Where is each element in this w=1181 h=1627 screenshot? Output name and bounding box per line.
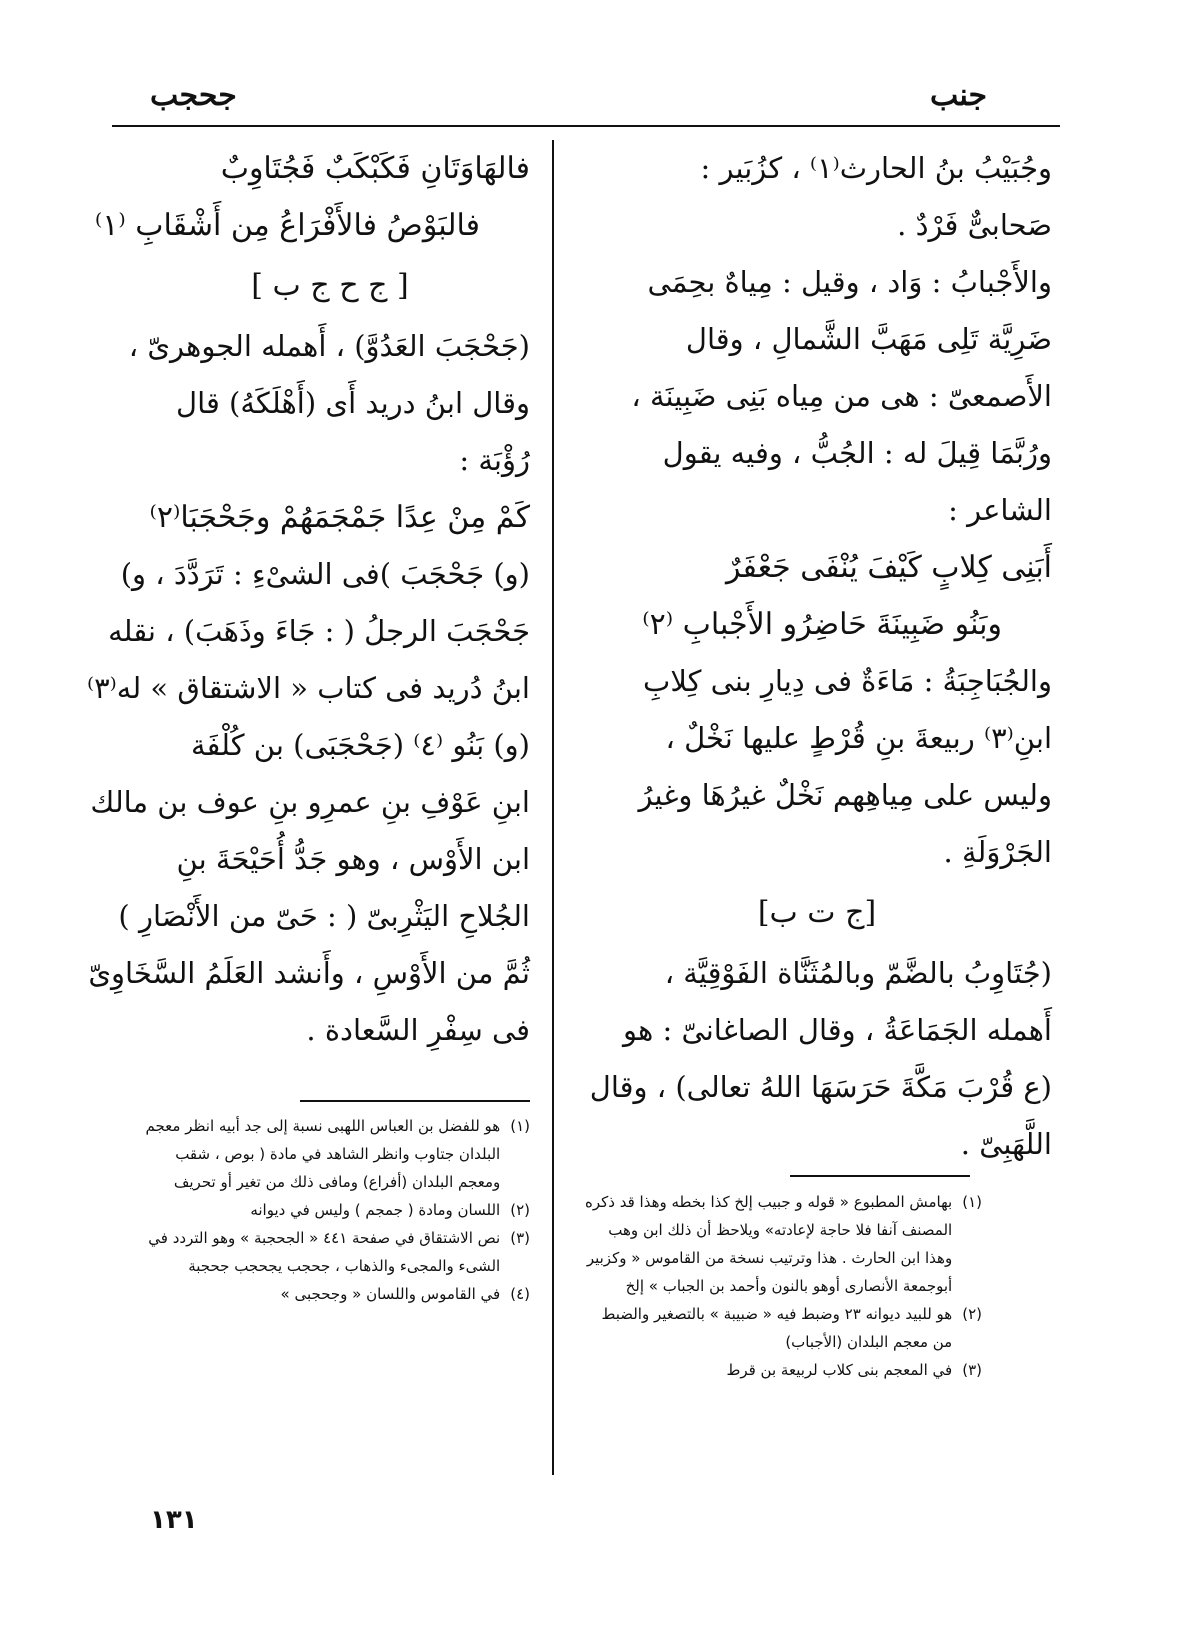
text-line: والأَجْبابُ : وَاد ، وقيل : مِياهٌ بحِمَى — [647, 265, 1052, 299]
running-header-left: جحجب — [150, 78, 237, 113]
text-line: جَحْجَبَ الرجلُ ( : جَاءَ وذَهَبَ) ، نقله — [108, 614, 530, 648]
entry-heading: [ج ت ب] — [757, 895, 877, 930]
text-line: وليس على مِياهِهم نَخْلٌ غيرُهَا وغيرُ — [638, 778, 1052, 812]
text-line: ابنُ دُريد فى كتاب « الاشتقاق » له⁽٣⁾ — [86, 671, 530, 705]
footnote-number: (٢) — [510, 1201, 530, 1219]
footnote-text: هو للبيد ديوانه ٢٣ وضبط فيه « ضبيبة » بالتصغير والضبط من معجم البلدان (الأجباب) — [601, 1305, 953, 1351]
text-line: الجَرْوَلَةِ . — [943, 835, 1052, 869]
text-line: الأَصمعىّ : هى من مِياه بَنِى ضَبِينَة ، — [631, 379, 1052, 413]
footnote-rule-right — [790, 1175, 970, 1177]
footnotes-left — [130, 1112, 530, 1308]
footnote — [130, 1112, 530, 1196]
text-line: وجُبَيْبُ بنُ الحارث⁽١⁾ ، كزُبَير : — [700, 151, 1052, 185]
text-line: ثُمَّ من الأَوْسِ ، وأَنشد العَلَمُ السَّخَاوِىّ — [88, 956, 530, 990]
verse-line: فالهَاوَتَانِ فَكَبْكَبٌ فَجُتَاوِبٌ — [220, 151, 530, 186]
text-line: وقال ابنُ دريد أَى (أَهْلَكَهُ) قال — [176, 386, 530, 420]
text-line: والجُبَاجِبَةُ : مَاءَةٌ فى دِيارِ بنى كِلابِ — [643, 664, 1052, 698]
footnote-text: بهامش المطبوع « قوله و جبيب إلخ كذا بخطه وهذا قد ذكره المصنف آنفا فلا حاجة لإعادته» ويلاحظ أن ذلك ابن وهب وهذا ابن الحارث . هذا وترتيب نسخة من القاموس « وكزبير أبوجمعة الأنصارى أوهو بالنون وأحمد بن الجباب » إلخ — [585, 1193, 953, 1295]
footnote-text: هو للفضل بن العباس اللهبى نسبة إلى جد أبيه انظر معجم البلدان جتاوب وانظر الشاهد في مادة ( بوص ، شقب ومعجم البلدان (أفراع) ومافى ذلك من تغير أو تحريف — [145, 1117, 501, 1191]
footnote — [130, 1224, 530, 1280]
footnote-text: في القاموس واللسان « وجحجبى » — [280, 1285, 501, 1303]
running-header-right: جنب — [930, 78, 988, 113]
text-line: رُؤْبَة : — [459, 443, 530, 477]
text-line: (و) بَنُو ⁽٤⁾ (جَحْجَبَى) بن كُلْفَة — [190, 728, 530, 762]
page-number: ١٣١ — [150, 1505, 198, 1535]
column-divider — [552, 140, 554, 1475]
text-line: الجُلاحِ اليَثْرِبىّ ( : حَىّ من الأَنْصَارِ ) — [118, 899, 530, 933]
text-line: (ع قُرْبَ مَكَّةَ حَرَسَهَا اللهُ تعالى) ، وقال — [589, 1070, 1052, 1104]
text-line: أَهمله الجَمَاعَةُ ، وقال الصاغانىّ : هو — [623, 1013, 1052, 1047]
footnote-text: اللسان ومادة ( جمجم ) وليس في ديوانه — [250, 1201, 501, 1219]
text-line: (جَحْجَبَ العَدُوَّ) ، أَهمله الجوهرىّ ، — [128, 329, 530, 363]
verse-line: كَمْ مِنْ عِدًا جَمْجَمَهُمْ وجَحْجَبَا⁽٢⁾ — [149, 500, 530, 535]
entry-heading: [ ج ح ج ب ] — [251, 268, 409, 303]
text-line: (جُتَاوِبُ بالضَّمّ وبالمُثَنَّاة الفَوْقِيَّة ، — [664, 956, 1052, 990]
footnote — [130, 1196, 530, 1224]
text-line: الشاعر : — [948, 493, 1052, 527]
left-column — [86, 140, 530, 1059]
header-rule — [112, 125, 1060, 127]
text-line: (و) جَحْجَبَ )فى الشىْءِ : تَرَدَّدَ ، و) — [120, 557, 530, 591]
footnote-text: في المعجم بنى كلاب لربيعة بن قرط — [726, 1361, 953, 1379]
footnotes-right — [582, 1188, 982, 1384]
footnote — [582, 1188, 982, 1300]
text-line: ابن الأَوْس ، وهو جَدُّ أُحَيْحَةَ بنِ — [176, 842, 530, 876]
footnote — [582, 1356, 982, 1384]
footnote-rule-left — [300, 1100, 530, 1102]
text-line: ابنِ عَوْفِ بنِ عمرِو بنِ عوف بن مالك — [90, 785, 530, 819]
footnote — [130, 1280, 530, 1308]
footnote-number: (٢) — [962, 1305, 982, 1323]
footnote-number: (٣) — [962, 1361, 982, 1379]
footnote-number: (٣) — [510, 1229, 530, 1247]
right-column — [582, 140, 1052, 1173]
verse-line: وبَنُو ضَبِينَةَ حَاضِرُو الأَجْبابِ ⁽٢⁾ — [642, 607, 1002, 642]
text-line: صَحابىٌّ فَرْدٌ . — [897, 208, 1052, 242]
text-line: ابنِ⁽٣⁾ ربيعةَ بنِ قُرْطٍ عليها نَخْلٌ ، — [665, 721, 1052, 755]
footnote — [582, 1300, 982, 1356]
text-line: اللَّهَبِىّ . — [960, 1127, 1052, 1161]
verse-line: أَبَنِى كِلابٍ كَيْفَ يُنْفَى جَعْفَرٌ — [725, 550, 1052, 585]
text-line: فى سِفْرِ السَّعادة . — [306, 1013, 530, 1047]
verse-line: فالبَوْصُ فالأَفْرَاعُ مِن أَشْقَابِ ⁽١⁾ — [94, 208, 480, 243]
footnote-number: (١) — [510, 1117, 530, 1135]
text-line: ورُبَّمَا قِيلَ له : الجُبُّ ، وفيه يقول — [662, 436, 1052, 470]
footnote-number: (٤) — [510, 1285, 530, 1303]
text-line: ضَرِيَّة تَلِى مَهَبَّ الشَّمالِ ، وقال — [685, 322, 1052, 356]
footnote-number: (١) — [962, 1193, 982, 1211]
footnote-text: نص الاشتقاق في صفحة ٤٤١ « الجحجبة » وهو التردد في الشىء والمجىء والذهاب ، جحجب يجحجب جحجبة — [148, 1229, 501, 1275]
